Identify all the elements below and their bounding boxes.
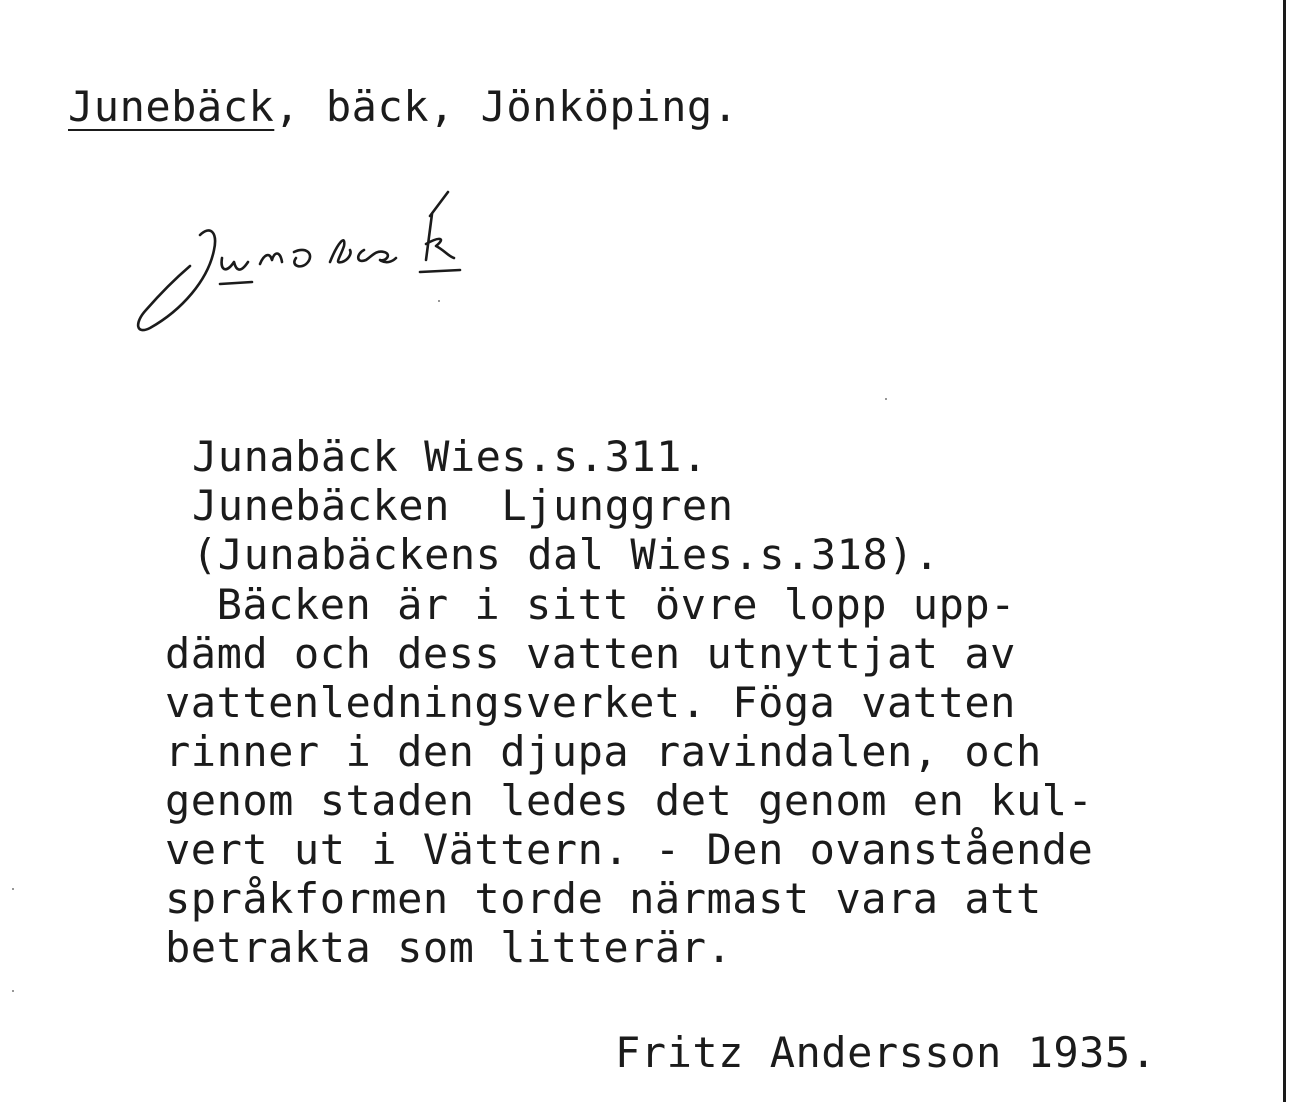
description-line: Bäcken är i sitt övre lopp upp- xyxy=(165,580,1016,629)
paper-speck xyxy=(438,300,440,302)
description-line: rinner i den djupa ravindalen, och xyxy=(165,727,1042,776)
description-line: vattenledningsverket. Föga vatten xyxy=(165,678,1016,727)
description-line: dämd och dess vatten utnyttjat av xyxy=(165,629,1016,678)
description-line: genom staden ledes det genom en kul- xyxy=(165,776,1094,825)
reference-line: Junabäck Wies.s.311. xyxy=(192,432,708,481)
card-edge xyxy=(1283,0,1286,1102)
reference-line: Junebäcken Ljunggren xyxy=(192,481,734,530)
heading-line xyxy=(68,82,738,131)
signature-line: Fritz Andersson 1935. xyxy=(615,1028,1157,1077)
handwritten-form xyxy=(130,180,520,340)
description-line: betrakta som litterär. xyxy=(165,923,733,972)
headword: Junebäck xyxy=(68,82,275,131)
description-line: språkformen torde närmast vara att xyxy=(165,874,1042,923)
references-block xyxy=(192,432,940,579)
paper-speck xyxy=(885,398,887,400)
heading-rest: , bäck, Jönköping. xyxy=(274,82,739,131)
paper-speck xyxy=(12,888,14,890)
paper-speck xyxy=(12,990,14,992)
reference-line: (Junabäckens dal Wies.s.318). xyxy=(192,530,940,579)
description-block xyxy=(165,580,1093,972)
description-line: vert ut i Vättern. - Den ovanstående xyxy=(165,825,1094,874)
